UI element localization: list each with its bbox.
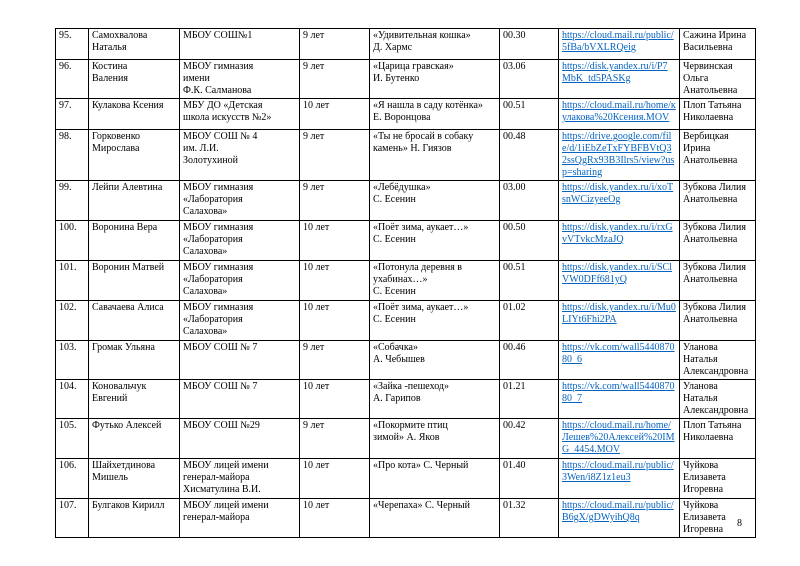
participant-age-cell: 10 лет xyxy=(300,261,370,301)
teacher-name-cell: Зубкова Лилия Анатольевна xyxy=(680,221,756,261)
school-name-cell: МБОУ лицей имени генерал-майора xyxy=(180,499,300,538)
row-number-cell: 102. xyxy=(56,301,89,341)
row-number-cell: 97. xyxy=(56,99,89,130)
video-link[interactable]: https://cloud.mail.ru/public/3Wen/i8Z1z1eu3 xyxy=(562,460,674,483)
row-number-cell: 99. xyxy=(56,181,89,221)
table-row xyxy=(56,60,756,99)
participant-name-cell: Горковенко Мирослава xyxy=(89,130,180,181)
row-number-cell: 105. xyxy=(56,419,89,459)
participant-age-cell: 10 лет xyxy=(300,301,370,341)
school-name-cell: МБОУ гимназия «Лаборатория Салахова» xyxy=(180,221,300,261)
duration-cell: 01.40 xyxy=(500,459,559,499)
work-title-cell: «Поёт зима, аукает…» С. Есенин xyxy=(370,221,500,261)
participant-age-cell: 9 лет xyxy=(300,29,370,60)
teacher-name-cell: Зубкова Лилия Анатольевна xyxy=(680,181,756,221)
duration-cell: 01.02 xyxy=(500,301,559,341)
video-link-cell xyxy=(559,130,680,181)
participant-age-cell: 10 лет xyxy=(300,459,370,499)
school-name-cell: МБОУ СОШ № 4 им. Л.И. Золотухиной xyxy=(180,130,300,181)
video-link-cell xyxy=(559,419,680,459)
video-link[interactable]: https://disk.yandex.ru/i/SClVW0DFf681yQ xyxy=(562,262,673,285)
work-title-cell: «Ты не бросай в собаку камень» Н. Гиязов xyxy=(370,130,500,181)
duration-cell: 00.42 xyxy=(500,419,559,459)
school-name-cell: МБОУ лицей имени генерал-майора Хисматулина В.И. xyxy=(180,459,300,499)
duration-cell: 00.51 xyxy=(500,99,559,130)
school-name-cell: МБУ ДО «Детская школа искусств №2» xyxy=(180,99,300,130)
participant-name-cell: Футько Алексей xyxy=(89,419,180,459)
participant-age-cell: 10 лет xyxy=(300,499,370,538)
work-title-cell: «Про кота» С. Черный xyxy=(370,459,500,499)
school-name-cell: МБОУ СОШ№1 xyxy=(180,29,300,60)
teacher-name-cell: Чуйкова Елизавета Игоревна xyxy=(680,499,756,538)
work-title-cell: «Зайка -пешеход» А. Гарипов xyxy=(370,380,500,419)
teacher-name-cell: Плоп Татьяна Николаевна xyxy=(680,419,756,459)
video-link-cell xyxy=(559,301,680,341)
teacher-name-cell: Зубкова Лилия Анатольевна xyxy=(680,261,756,301)
participant-age-cell: 10 лет xyxy=(300,221,370,261)
teacher-name-cell: Вербицкая Ирина Анатольевна xyxy=(680,130,756,181)
video-link[interactable]: https://disk.yandex.ru/i/xoTsnWCizyeeOg xyxy=(562,182,674,205)
participant-name-cell: Воронина Вера xyxy=(89,221,180,261)
work-title-cell: «Царица гравская» И. Бутенко xyxy=(370,60,500,99)
row-number-cell: 96. xyxy=(56,60,89,99)
row-number-cell: 106. xyxy=(56,459,89,499)
table-row xyxy=(56,459,756,499)
teacher-name-cell: Чуйкова Елизавета Игоревна xyxy=(680,459,756,499)
school-name-cell: МБОУ СОШ № 7 xyxy=(180,341,300,380)
video-link[interactable]: https://cloud.mail.ru/home/Лешев%20Алексей%20IMG_4454.MOV xyxy=(562,420,675,455)
video-link[interactable]: https://disk.yandex.ru/i/rxGvVTvkcMzaJQ xyxy=(562,222,673,245)
work-title-cell: «Я нашла в саду котёнка» Е. Воронцова xyxy=(370,99,500,130)
video-link[interactable]: https://drive.google.com/file/d/1iEbZeTxFYBFBVtQ32ssQgRx93B3Ilrs5/view?usp=sharing xyxy=(562,131,675,178)
participant-name-cell: Лейпи Алевтина xyxy=(89,181,180,221)
duration-cell: 00.46 xyxy=(500,341,559,380)
duration-cell: 01.32 xyxy=(500,499,559,538)
work-title-cell: «Покормите птиц зимой» А. Яков xyxy=(370,419,500,459)
participant-age-cell: 9 лет xyxy=(300,341,370,380)
duration-cell: 03.00 xyxy=(500,181,559,221)
teacher-name-cell: Червинская Ольга Анатольевна xyxy=(680,60,756,99)
video-link-cell xyxy=(559,499,680,538)
school-name-cell: МБОУ гимназия «Лаборатория Салахова» xyxy=(180,261,300,301)
row-number-cell: 104. xyxy=(56,380,89,419)
video-link[interactable]: https://vk.com/wall544087080_6 xyxy=(562,342,675,365)
video-link-cell xyxy=(559,60,680,99)
table-row xyxy=(56,221,756,261)
video-link-cell xyxy=(559,459,680,499)
table-row xyxy=(56,99,756,130)
school-name-cell: МБОУ СОШ №29 xyxy=(180,419,300,459)
teacher-name-cell: Плоп Татьяна Николаевна xyxy=(680,99,756,130)
table-body xyxy=(56,29,756,538)
video-link-cell xyxy=(559,341,680,380)
video-link[interactable]: https://cloud.mail.ru/public/B6gX/gDWyihQ8q xyxy=(562,500,674,523)
video-link-cell xyxy=(559,221,680,261)
table-row xyxy=(56,301,756,341)
participant-name-cell: Булгаков Кирилл xyxy=(89,499,180,538)
participant-name-cell: Савачаева Алиса xyxy=(89,301,180,341)
work-title-cell: «Черепаха» С. Черный xyxy=(370,499,500,538)
video-link-cell xyxy=(559,29,680,60)
school-name-cell: МБОУ гимназия имени Ф.К. Салманова xyxy=(180,60,300,99)
participant-age-cell: 9 лет xyxy=(300,419,370,459)
table-row xyxy=(56,419,756,459)
video-link[interactable]: https://cloud.mail.ru/public/5fBa/bVXLRQeig xyxy=(562,30,674,53)
teacher-name-cell: Сажина Ирина Васильевна xyxy=(680,29,756,60)
duration-cell: 00.30 xyxy=(500,29,559,60)
participant-name-cell: Самохвалова Наталья xyxy=(89,29,180,60)
school-name-cell: МБОУ гимназия «Лаборатория Салахова» xyxy=(180,301,300,341)
participant-name-cell: Коновальчук Евгений xyxy=(89,380,180,419)
participant-name-cell: Воронин Матвей xyxy=(89,261,180,301)
work-title-cell: «Собачка» А. Чебышев xyxy=(370,341,500,380)
video-link[interactable]: https://disk.yandex.ru/i/Mu0LIYt6Fhi2PA xyxy=(562,302,676,325)
school-name-cell: МБОУ СОШ № 7 xyxy=(180,380,300,419)
table-row xyxy=(56,130,756,181)
participant-name-cell: Громак Ульяна xyxy=(89,341,180,380)
table-row xyxy=(56,341,756,380)
duration-cell: 03.06 xyxy=(500,60,559,99)
work-title-cell: «Удивительная кошка» Д. Хармс xyxy=(370,29,500,60)
teacher-name-cell: Уланова Наталья Александровна xyxy=(680,380,756,419)
duration-cell: 00.50 xyxy=(500,221,559,261)
row-number-cell: 95. xyxy=(56,29,89,60)
video-link[interactable]: https://vk.com/wall544087080_7 xyxy=(562,381,675,404)
table-row xyxy=(56,181,756,221)
video-link[interactable]: https://cloud.mail.ru/home/кулакова%20Ксения.MOV xyxy=(562,100,676,123)
row-number-cell: 100. xyxy=(56,221,89,261)
duration-cell: 00.48 xyxy=(500,130,559,181)
participants-table-sheet xyxy=(55,28,755,538)
video-link-cell xyxy=(559,181,680,221)
participant-name-cell: Шайхетдинова Мишель xyxy=(89,459,180,499)
work-title-cell: «Потонула деревня в ухабинах…» С. Есенин xyxy=(370,261,500,301)
table-row xyxy=(56,499,756,538)
participant-age-cell: 10 лет xyxy=(300,99,370,130)
row-number-cell: 101. xyxy=(56,261,89,301)
school-name-cell: МБОУ гимназия «Лаборатория Салахова» xyxy=(180,181,300,221)
participant-age-cell: 9 лет xyxy=(300,60,370,99)
participants-table xyxy=(55,28,756,538)
work-title-cell: «Лебёдушка» С. Есенин xyxy=(370,181,500,221)
page-number: 8 xyxy=(737,518,742,529)
work-title-cell: «Поёт зима, аукает…» С. Есенин xyxy=(370,301,500,341)
teacher-name-cell: Зубкова Лилия Анатольевна xyxy=(680,301,756,341)
table-row xyxy=(56,380,756,419)
table-row xyxy=(56,29,756,60)
participant-name-cell: Костина Валения xyxy=(89,60,180,99)
row-number-cell: 103. xyxy=(56,341,89,380)
video-link-cell xyxy=(559,99,680,130)
duration-cell: 01.21 xyxy=(500,380,559,419)
row-number-cell: 98. xyxy=(56,130,89,181)
teacher-name-cell: Уланова Наталья Александровна xyxy=(680,341,756,380)
table-row xyxy=(56,261,756,301)
participant-age-cell: 10 лет xyxy=(300,380,370,419)
participant-name-cell: Кулакова Ксения xyxy=(89,99,180,130)
video-link-cell xyxy=(559,380,680,419)
participant-age-cell: 9 лет xyxy=(300,130,370,181)
duration-cell: 00.51 xyxy=(500,261,559,301)
video-link-cell xyxy=(559,261,680,301)
video-link[interactable]: https://disk.yandex.ru/i/P7MbK_td5PASKg xyxy=(562,61,668,84)
row-number-cell: 107. xyxy=(56,499,89,538)
participant-age-cell: 9 лет xyxy=(300,181,370,221)
